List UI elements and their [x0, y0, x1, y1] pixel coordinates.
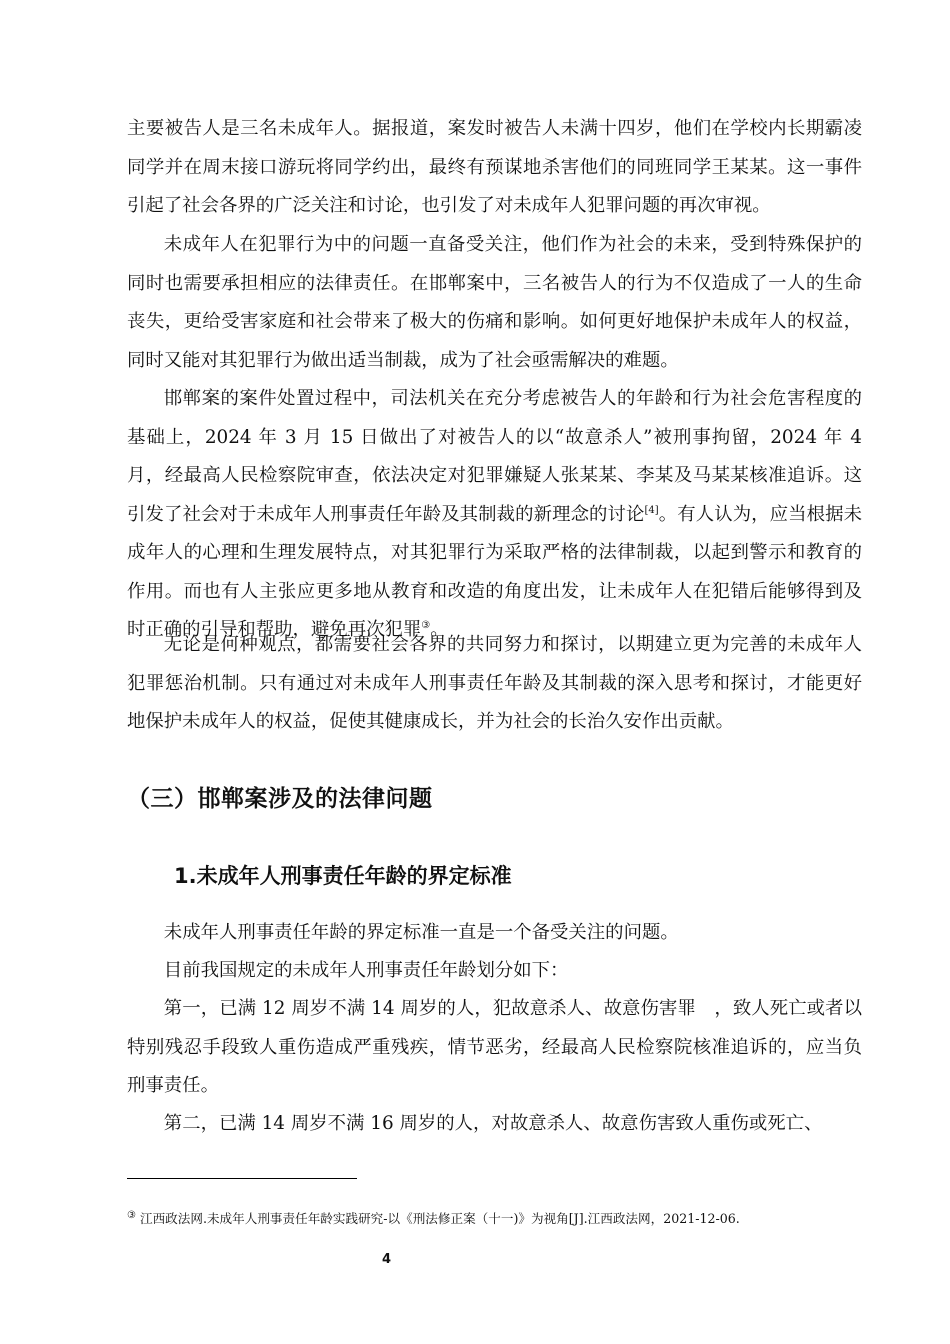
page-number: 4 — [382, 1252, 392, 1267]
citation-ref: [4] — [644, 504, 659, 516]
body-paragraph-3 — [127, 380, 862, 650]
paragraph-3-text-b: 。有人认为，应当根据未成年人的心理和生理发展特点，对其犯罪行为采取严格的法律制裁，以起到警示和教育的作用。而也有人主张应更多地从教育和改造的角度出发，让未成年人在犯错后能够得到及时正确的引导和帮助，避免再次犯罪 — [127, 503, 862, 640]
sub-paragraph-1: 未成年人刑事责任年龄的界定标准一直是一个备受关注的问题。 — [163, 922, 679, 943]
paragraph-3-text-end: 。 — [430, 619, 449, 640]
sub-paragraph-3: 第一，已满 12 周岁不满 14 周岁的人，犯故意杀人、故意伤害罪 ，致人死亡或者以特别残忍手段致人重伤造成严重残疾，情节恶劣，经最高人民检察院核准追诉的，应当负刑事责任。 — [127, 998, 862, 1096]
body-paragraph-4: 无论是何种观点，都需要社会各界的共同努力和探讨，以期建立更为完善的未成年人犯罪惩治机制。只有通过对未成年人刑事责任年龄及其制裁的深入思考和探讨，才能更好地保护未成年人的权益，促使其健康成长，并为社会的长治久安作出贡献。 — [127, 634, 862, 732]
sub-paragraph-4: 第二，已满 14 周岁不满 16 周岁的人，对故意杀人、故意伤害致人重伤或死亡、 — [163, 1113, 823, 1134]
sub-paragraph-2: 目前我国规定的未成年人刑事责任年龄划分如下： — [163, 960, 569, 981]
footnote-divider — [127, 1178, 357, 1179]
footnote-marker: ③ — [127, 1209, 136, 1221]
subsection-heading: 1.未成年人刑事责任年龄的界定标准 — [174, 864, 512, 888]
footnote-marker-ref: ③ — [421, 619, 431, 631]
section-heading: （三）邯郸案涉及的法律问题 — [127, 786, 433, 812]
body-paragraph-2: 未成年人在犯罪行为中的问题一直备受关注，他们作为社会的未来，受到特殊保护的同时也需要承担相应的法律责任。在邯郸案中，三名被告人的行为不仅造成了一人的生命丧失，更给受害家庭和社会带来了极大的伤痛和影响。如何更好地保护未成年人的权益，同时又能对其犯罪行为做出适当制裁，成为了社会亟需解决的难题。 — [127, 234, 862, 371]
paragraph-3-text-a: 邯郸案的案件处置过程中，司法机关在充分考虑被告人的年龄和行为社会危害程度的基础上，2024 年 3 月 15 日做出了对被告人的以“故意杀人”被刑事拘留，2024 年 4 月，经最高人民检察院审查，依法决定对犯罪嫌疑人张某某、李某及马某某核准追诉。这引发了社会对于未成年人刑事责任年龄及其制裁的新理念的讨论 — [127, 388, 862, 525]
footnote — [127, 1209, 740, 1229]
body-paragraph-1: 主要被告人是三名未成年人。据报道，案发时被告人未满十四岁，他们在学校内长期霸凌同学并在周末接口游玩将同学约出，最终有预谋地杀害他们的同班同学王某某。这一事件引起了社会各界的广泛关注和讨论，也引发了对未成年人犯罪问题的再次审视。 — [127, 118, 862, 216]
footnote-text: 江西政法网.未成年人刑事责任年龄实践研究-以《刑法修正案（十一)》为视角[J].江西政法网，2021-12-06. — [139, 1211, 740, 1226]
